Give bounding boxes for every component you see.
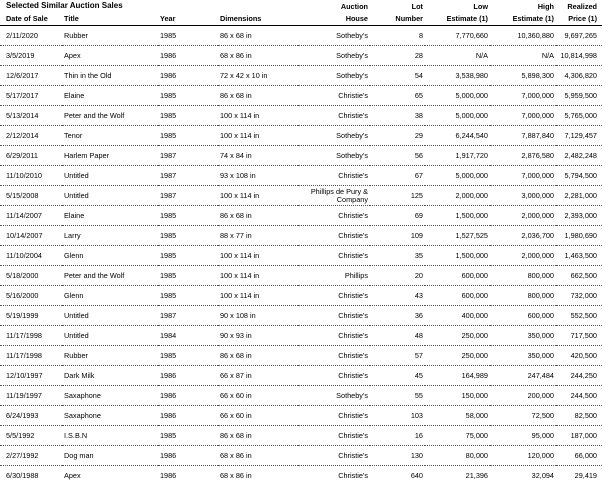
cell-year: 1985 — [158, 266, 218, 286]
header-low-top: Low — [473, 2, 488, 11]
cell-dimensions: 66 x 87 in — [218, 366, 298, 386]
table-row — [0, 366, 602, 386]
cell-dimensions: 74 x 84 in — [218, 146, 298, 166]
cell-high-estimate: 2,000,000 — [490, 206, 556, 226]
cell-dimensions: 86 x 68 in — [218, 26, 298, 46]
cell-year: 1987 — [158, 166, 218, 186]
cell-low-estimate: 1,917,720 — [425, 146, 490, 166]
cell-realized-price: 7,129,457 — [556, 126, 602, 146]
cell-auction-house: Christie's — [298, 326, 370, 346]
cell-title: Larry — [62, 226, 158, 246]
cell-title: Apex — [64, 471, 81, 480]
cell-high-estimate: 32,094 — [531, 471, 554, 480]
cell-high-estimate: 5,898,300 — [490, 66, 556, 86]
cell-auction-house: Phillips de Pury & Company — [298, 186, 370, 206]
cell-realized-price: 2,393,000 — [556, 206, 602, 226]
cell-title: Tenor — [62, 126, 158, 146]
cell-title: Peter and the Wolf — [62, 106, 158, 126]
cell-title: Apex — [62, 46, 158, 66]
cell-dimensions: 66 x 60 in — [218, 406, 298, 426]
table-row — [0, 426, 602, 446]
table-row — [0, 266, 602, 286]
cell-year: 1985 — [158, 26, 218, 46]
cell-lot-number: 65 — [370, 86, 425, 106]
header-lot: Number — [370, 11, 425, 26]
header-title: Title — [62, 11, 158, 26]
cell-lot-number: 69 — [370, 206, 425, 226]
cell-date: 5/15/2008 — [0, 186, 62, 206]
cell-auction-house: Sotheby's — [298, 66, 370, 86]
cell-high-estimate: 3,000,000 — [490, 186, 556, 206]
cell-dimensions: 100 x 114 in — [218, 266, 298, 286]
cell-low-estimate: 75,000 — [425, 426, 490, 446]
cell-title: Saxaphone — [62, 406, 158, 426]
table-title: Selected Similar Auction Sales — [6, 1, 123, 10]
cell-low-estimate: 58,000 — [425, 406, 490, 426]
cell-date: 5/18/2000 — [0, 266, 62, 286]
cell-year: 1985 — [158, 86, 218, 106]
cell-year: 1986 — [158, 446, 218, 466]
cell-date: 2/27/1992 — [0, 446, 62, 466]
cell-dimensions: 90 x 108 in — [218, 306, 298, 326]
header-house: House — [298, 11, 370, 26]
cell-auction-house: Sotheby's — [298, 26, 370, 46]
cell-realized-price: 717,500 — [556, 326, 602, 346]
cell-lot-number: 43 — [370, 286, 425, 306]
cell-date: 5/19/1999 — [0, 306, 62, 326]
cell-auction-house: Christie's — [298, 206, 370, 226]
cell-realized-price: 662,500 — [556, 266, 602, 286]
cell-year: 1985 — [158, 126, 218, 146]
header-high: Estimate (1) — [490, 11, 556, 26]
cell-year: 1986 — [158, 406, 218, 426]
cell-title: Dark Milk — [62, 366, 158, 386]
cell-year: 1986 — [160, 471, 177, 480]
header-year: Year — [158, 11, 218, 26]
cell-low-estimate: 7,770,660 — [425, 26, 490, 46]
cell-realized-price: 5,794,500 — [556, 166, 602, 186]
cell-lot-number: 103 — [370, 406, 425, 426]
header-realized-top: Realized — [567, 2, 597, 11]
cell-high-estimate: 247,484 — [490, 366, 556, 386]
cell-title: Rubber — [62, 26, 158, 46]
cell-date: 12/6/2017 — [0, 66, 62, 86]
cell-low-estimate: 1,527,525 — [425, 226, 490, 246]
cell-title: Peter and the Wolf — [62, 266, 158, 286]
table-row — [0, 86, 602, 106]
cell-date: 11/10/2004 — [0, 246, 62, 266]
cell-year: 1985 — [158, 286, 218, 306]
cell-year: 1985 — [158, 106, 218, 126]
table-row — [0, 386, 602, 406]
cell-low-estimate: 5,000,000 — [425, 106, 490, 126]
cell-lot-number: 20 — [370, 266, 425, 286]
cell-low-estimate: 250,000 — [425, 326, 490, 346]
cell-year: 1987 — [158, 186, 218, 206]
cell-title: Glenn — [62, 246, 158, 266]
cell-dimensions: 86 x 68 in — [218, 206, 298, 226]
cell-low-estimate: 80,000 — [425, 446, 490, 466]
cell-high-estimate: 120,000 — [490, 446, 556, 466]
cell-high-estimate: N/A — [490, 46, 556, 66]
cell-title: I.S.B.N — [62, 426, 158, 446]
table-row — [0, 166, 602, 186]
table-row — [0, 466, 602, 486]
cell-year: 1987 — [158, 146, 218, 166]
cell-high-estimate: 7,000,000 — [490, 166, 556, 186]
cell-dimensions: 100 x 114 in — [218, 106, 298, 126]
cell-date: 2/11/2020 — [0, 26, 62, 46]
cell-date: 6/29/2011 — [0, 146, 62, 166]
cell-auction-house: Christie's — [298, 226, 370, 246]
cell-year: 1985 — [158, 226, 218, 246]
cell-date: 10/14/2007 — [0, 226, 62, 246]
cell-low-estimate: 6,244,540 — [425, 126, 490, 146]
cell-auction-house: Christie's — [298, 86, 370, 106]
cell-realized-price: 244,500 — [556, 386, 602, 406]
cell-auction-house: Christie's — [298, 166, 370, 186]
cell-low-estimate: 5,000,000 — [425, 86, 490, 106]
cell-lot-number: 55 — [370, 386, 425, 406]
cell-year: 1986 — [158, 46, 218, 66]
cell-realized-price: 4,306,820 — [556, 66, 602, 86]
cell-realized-price: 187,000 — [556, 426, 602, 446]
cell-title: Elaine — [62, 86, 158, 106]
cell-low-estimate: 164,989 — [425, 366, 490, 386]
cell-title: Dog man — [62, 446, 158, 466]
cell-year: 1985 — [158, 426, 218, 446]
table-row — [0, 446, 602, 466]
cell-auction-house: Christie's — [298, 446, 370, 466]
cell-high-estimate: 7,000,000 — [490, 86, 556, 106]
cell-lot-number: 640 — [410, 471, 423, 480]
cell-auction-house: Christie's — [338, 471, 368, 480]
header-date: Date of Sale — [0, 11, 62, 26]
cell-realized-price: 2,281,000 — [556, 186, 602, 206]
cell-realized-price: 1,463,500 — [556, 246, 602, 266]
cell-high-estimate: 200,000 — [490, 386, 556, 406]
cell-title: Saxaphone — [62, 386, 158, 406]
header-high-top: High — [537, 2, 554, 11]
cell-dimensions: 86 x 68 in — [218, 346, 298, 366]
cell-low-estimate: 400,000 — [425, 306, 490, 326]
table-row — [0, 46, 602, 66]
header-dimensions: Dimensions — [218, 11, 298, 26]
cell-high-estimate: 7,000,000 — [490, 106, 556, 126]
table-row — [0, 326, 602, 346]
table-row — [0, 346, 602, 366]
cell-date: 5/5/1992 — [0, 426, 62, 446]
header-realized: Price (1) — [556, 11, 602, 26]
cell-dimensions: 100 x 114 in — [218, 286, 298, 306]
cell-low-estimate: 5,000,000 — [425, 166, 490, 186]
cell-title: Harlem Paper — [62, 146, 158, 166]
cell-auction-house: Sotheby's — [298, 126, 370, 146]
cell-date: 11/19/1997 — [0, 386, 62, 406]
cell-dimensions: 88 x 77 in — [218, 226, 298, 246]
cell-date: 12/10/1997 — [0, 366, 62, 386]
cell-high-estimate: 95,000 — [490, 426, 556, 446]
cell-date: 5/16/2000 — [0, 286, 62, 306]
cell-dimensions: 100 x 114 in — [218, 126, 298, 146]
cell-low-estimate: 250,000 — [425, 346, 490, 366]
header-lot-top: Lot — [411, 2, 423, 11]
cell-realized-price: 82,500 — [556, 406, 602, 426]
cell-auction-house: Christie's — [298, 306, 370, 326]
cell-low-estimate: 2,000,000 — [425, 186, 490, 206]
cell-year: 1984 — [158, 326, 218, 346]
cell-year: 1985 — [158, 246, 218, 266]
table-header — [0, 0, 602, 26]
cell-date: 5/17/2017 — [0, 86, 62, 106]
cell-dimensions: 93 x 108 in — [218, 166, 298, 186]
cell-high-estimate: 2,000,000 — [490, 246, 556, 266]
cell-low-estimate: 1,500,000 — [425, 206, 490, 226]
cell-lot-number: 36 — [370, 306, 425, 326]
cell-realized-price: 1,980,690 — [556, 226, 602, 246]
cell-dimensions: 86 x 68 in — [218, 426, 298, 446]
cell-lot-number: 28 — [370, 46, 425, 66]
cell-realized-price: 732,000 — [556, 286, 602, 306]
cell-lot-number: 38 — [370, 106, 425, 126]
cell-realized-price: 420,500 — [556, 346, 602, 366]
cell-auction-house: Sotheby's — [298, 146, 370, 166]
cell-lot-number: 54 — [370, 66, 425, 86]
cell-auction-house: Christie's — [298, 426, 370, 446]
cell-title: Thin in the Old — [62, 66, 158, 86]
cell-low-estimate: N/A — [425, 46, 490, 66]
cell-title: Untitled — [62, 306, 158, 326]
cell-realized-price: 5,959,500 — [556, 86, 602, 106]
cell-auction-house: Sotheby's — [298, 46, 370, 66]
cell-auction-house: Phillips — [298, 266, 370, 286]
cell-year: 1985 — [158, 346, 218, 366]
cell-date: 6/30/1988 — [6, 471, 39, 480]
table-row — [0, 66, 602, 86]
cell-auction-house: Christie's — [298, 406, 370, 426]
cell-auction-house: Christie's — [298, 346, 370, 366]
cell-lot-number: 16 — [370, 426, 425, 446]
table-row — [0, 26, 602, 46]
cell-realized-price: 244,250 — [556, 366, 602, 386]
cell-lot-number: 29 — [370, 126, 425, 146]
cell-high-estimate: 800,000 — [490, 266, 556, 286]
cell-low-estimate: 600,000 — [425, 266, 490, 286]
header-house-top: Auction — [340, 2, 368, 11]
cell-date: 11/10/2010 — [0, 166, 62, 186]
header-low: Estimate (1) — [425, 11, 490, 26]
table-row — [0, 246, 602, 266]
cell-auction-house: Christie's — [298, 106, 370, 126]
table-row — [0, 406, 602, 426]
cell-realized-price: 552,500 — [556, 306, 602, 326]
cell-year: 1987 — [158, 306, 218, 326]
cell-realized-price: 29,419 — [574, 471, 597, 480]
cell-dimensions: 68 x 86 in — [218, 446, 298, 466]
cell-realized-price: 9,697,265 — [556, 26, 602, 46]
cell-year: 1986 — [158, 66, 218, 86]
table-body — [0, 26, 602, 486]
cell-high-estimate: 10,360,880 — [490, 26, 556, 46]
cell-dimensions: 100 x 114 in — [218, 186, 298, 206]
cell-auction-house: Christie's — [298, 286, 370, 306]
cell-title: Untitled — [62, 326, 158, 346]
cell-high-estimate: 7,887,840 — [490, 126, 556, 146]
cell-date: 5/13/2014 — [0, 106, 62, 126]
table-row — [0, 186, 602, 206]
cell-high-estimate: 2,036,700 — [490, 226, 556, 246]
cell-lot-number: 45 — [370, 366, 425, 386]
cell-high-estimate: 600,000 — [490, 306, 556, 326]
cell-lot-number: 35 — [370, 246, 425, 266]
cell-high-estimate: 72,500 — [490, 406, 556, 426]
cell-high-estimate: 350,000 — [490, 326, 556, 346]
cell-low-estimate: 1,500,000 — [425, 246, 490, 266]
cell-high-estimate: 350,000 — [490, 346, 556, 366]
cell-lot-number: 57 — [370, 346, 425, 366]
cell-title: Untitled — [62, 186, 158, 206]
table-row — [0, 306, 602, 326]
table-row — [0, 286, 602, 306]
table-row — [0, 126, 602, 146]
table-row — [0, 106, 602, 126]
cell-realized-price: 5,765,000 — [556, 106, 602, 126]
table-row — [0, 206, 602, 226]
cell-title: Glenn — [62, 286, 158, 306]
cell-low-estimate: 150,000 — [425, 386, 490, 406]
cell-lot-number: 109 — [370, 226, 425, 246]
cell-realized-price: 66,000 — [556, 446, 602, 466]
cell-title: Untitled — [62, 166, 158, 186]
cell-dimensions: 90 x 93 in — [218, 326, 298, 346]
cell-dimensions: 68 x 86 in — [220, 471, 252, 480]
cell-dimensions: 72 x 42 x 10 in — [218, 66, 298, 86]
cell-date: 11/17/1998 — [0, 346, 62, 366]
cell-dimensions: 86 x 68 in — [218, 86, 298, 106]
cell-year: 1986 — [158, 386, 218, 406]
cell-dimensions: 66 x 60 in — [218, 386, 298, 406]
cell-year: 1985 — [158, 206, 218, 226]
cell-realized-price: 10,814,998 — [556, 46, 602, 66]
cell-year: 1986 — [158, 366, 218, 386]
table-row — [0, 226, 602, 246]
cell-title: Rubber — [62, 346, 158, 366]
cell-title: Elaine — [62, 206, 158, 226]
cell-auction-house: Christie's — [298, 246, 370, 266]
cell-high-estimate: 800,000 — [490, 286, 556, 306]
cell-date: 11/14/2007 — [0, 206, 62, 226]
table-row — [0, 146, 602, 166]
cell-auction-house: Sotheby's — [298, 386, 370, 406]
cell-dimensions: 100 x 114 in — [218, 246, 298, 266]
cell-lot-number: 48 — [370, 326, 425, 346]
cell-low-estimate: 600,000 — [425, 286, 490, 306]
cell-date: 6/24/1993 — [0, 406, 62, 426]
cell-lot-number: 130 — [370, 446, 425, 466]
cell-high-estimate: 2,876,580 — [490, 146, 556, 166]
cell-low-estimate: 3,538,980 — [425, 66, 490, 86]
cell-date: 2/12/2014 — [0, 126, 62, 146]
cell-auction-house: Christie's — [298, 366, 370, 386]
cell-low-estimate: 21,396 — [465, 471, 488, 480]
cell-date: 3/5/2019 — [0, 46, 62, 66]
cell-lot-number: 67 — [370, 166, 425, 186]
cell-lot-number: 125 — [370, 186, 425, 206]
cell-lot-number: 56 — [370, 146, 425, 166]
cell-realized-price: 2,482,248 — [556, 146, 602, 166]
cell-date: 11/17/1998 — [0, 326, 62, 346]
cell-lot-number: 8 — [370, 26, 425, 46]
cell-dimensions: 68 x 86 in — [218, 46, 298, 66]
